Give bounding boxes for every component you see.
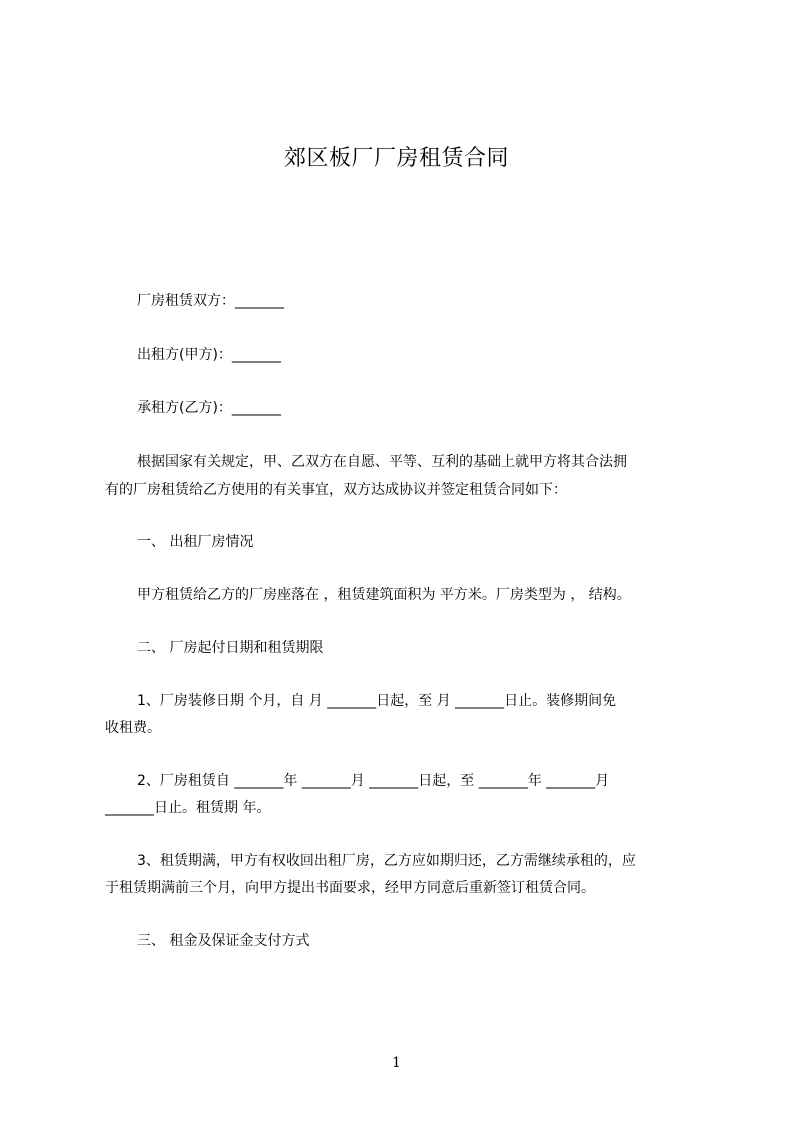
section-1-text: 甲方租赁给乙方的厂房座落在 ，租赁建筑面积为 平方米。厂房类型为 ， 结构。 — [137, 587, 631, 603]
intro-paragraph-line-1: 根据国家有关规定，甲、乙双方在自愿、平等、互利的基础上就甲方将其合法拥 — [137, 454, 627, 470]
intro-paragraph-line-2: 有的厂房租赁给乙方使用的有关事宜，双方达成协议并签定租赁合同如下： — [105, 482, 567, 498]
lessee-line: 承租方(乙方)：_______ — [137, 400, 281, 416]
section-3-heading: 三、 租金及保证金支付方式 — [137, 933, 310, 949]
section-2-item-1-line-1: 1、厂房装修日期 个月，自 月 _______日起，至 月 _______日止。装修期间免 — [137, 693, 617, 709]
section-2-item-2-line-2: _______日止。租赁期 年。 — [105, 800, 271, 816]
section-2-item-3-line-1: 3、租赁期满，甲方有权收回出租厂房，乙方应如期归还，乙方需继续承租的，应 — [137, 853, 636, 869]
page-number: 1 — [392, 1055, 401, 1071]
document-title: 郊区板厂厂房租赁合同 — [283, 146, 509, 171]
lessor-line: 出租方(甲方)：_______ — [137, 347, 281, 363]
section-1-heading: 一、 出租厂房情况 — [137, 534, 254, 550]
section-2-item-1-line-2: 收租费。 — [105, 720, 161, 736]
parties-both-line: 厂房租赁双方：_______ — [137, 293, 284, 309]
section-2-item-2-line-1: 2、厂房租赁自 _______年 _______月 _______日起，至 _______年 _______月 — [137, 773, 610, 789]
section-2-heading: 二、 厂房起付日期和租赁期限 — [137, 640, 324, 656]
section-2-item-3-line-2: 于租赁期满前三个月，向甲方提出书面要求，经甲方同意后重新签订租赁合同。 — [105, 880, 595, 896]
